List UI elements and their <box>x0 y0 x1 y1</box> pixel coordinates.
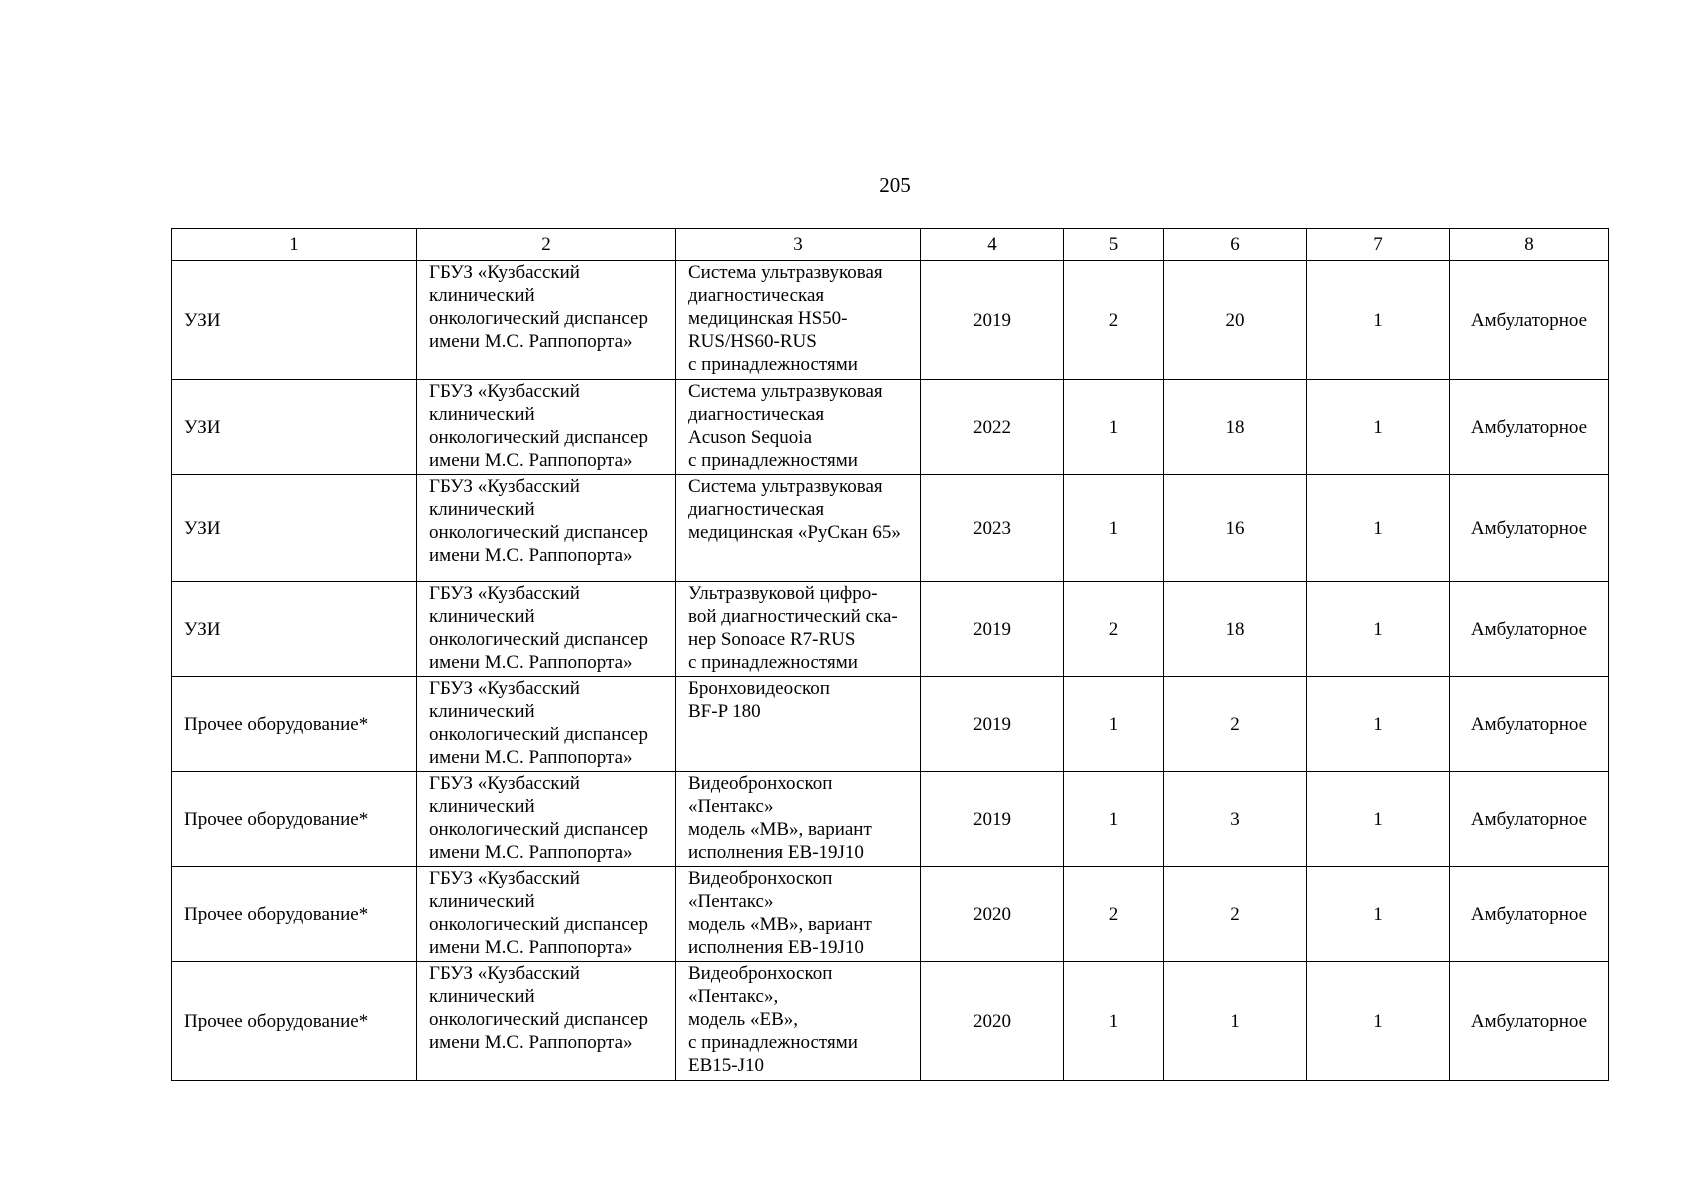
institution-cell: ГБУЗ «Кузбасский клинический онкологический диспансер имени М.С. Раппопорта» <box>417 962 676 1081</box>
care-type-cell: Амбулаторное <box>1450 772 1609 867</box>
value-cell: 1 <box>1307 582 1450 677</box>
year-cell: 2022 <box>921 380 1064 475</box>
header-cell: 3 <box>676 229 921 261</box>
value-cell: 1 <box>1307 261 1450 380</box>
value-cell: 1 <box>1307 867 1450 962</box>
table-row <box>172 261 1609 380</box>
equipment-name-cell: Видеобронхоскоп «Пентакс» модель «МВ», вариант исполнения ЕВ-19J10 <box>676 772 921 867</box>
year-cell: 2020 <box>921 867 1064 962</box>
equipment-name-cell: Ультразвуковой цифро- вой диагностический ска- нер Sonoace R7-RUS с принадлежностями <box>676 582 921 677</box>
value-cell: 2 <box>1164 867 1307 962</box>
table-header-row <box>172 229 1609 261</box>
equipment-type-cell: УЗИ <box>172 380 417 475</box>
table-row <box>172 867 1609 962</box>
value-cell: 1 <box>1064 772 1164 867</box>
table-row <box>172 677 1609 772</box>
year-cell: 2019 <box>921 772 1064 867</box>
value-cell: 1 <box>1064 962 1164 1081</box>
year-cell: 2019 <box>921 582 1064 677</box>
value-cell: 20 <box>1164 261 1307 380</box>
value-cell: 1 <box>1064 475 1164 582</box>
equipment-type-cell: УЗИ <box>172 582 417 677</box>
header-cell: 5 <box>1064 229 1164 261</box>
value-cell: 2 <box>1064 582 1164 677</box>
value-cell: 1 <box>1307 772 1450 867</box>
value-cell: 2 <box>1064 261 1164 380</box>
care-type-cell: Амбулаторное <box>1450 261 1609 380</box>
value-cell: 2 <box>1164 677 1307 772</box>
equipment-name-cell: Система ультразвуковая диагностическая Acuson Sequoia с принадлежностями <box>676 380 921 475</box>
institution-cell: ГБУЗ «Кузбасский клинический онкологический диспансер имени М.С. Раппопорта» <box>417 867 676 962</box>
care-type-cell: Амбулаторное <box>1450 962 1609 1081</box>
equipment-type-cell: УЗИ <box>172 475 417 582</box>
year-cell: 2020 <box>921 962 1064 1081</box>
header-cell: 6 <box>1164 229 1307 261</box>
care-type-cell: Амбулаторное <box>1450 582 1609 677</box>
value-cell: 16 <box>1164 475 1307 582</box>
value-cell: 1 <box>1164 962 1307 1081</box>
header-cell: 2 <box>417 229 676 261</box>
equipment-type-cell: Прочее оборудование* <box>172 677 417 772</box>
value-cell: 3 <box>1164 772 1307 867</box>
table-row <box>172 772 1609 867</box>
equipment-type-cell: Прочее оборудование* <box>172 772 417 867</box>
header-cell: 1 <box>172 229 417 261</box>
header-cell: 8 <box>1450 229 1609 261</box>
header-cell: 7 <box>1307 229 1450 261</box>
equipment-type-cell: Прочее оборудование* <box>172 867 417 962</box>
value-cell: 2 <box>1064 867 1164 962</box>
table-row <box>172 962 1609 1081</box>
equipment-name-cell: Бронховидеоскоп BF-P 180 <box>676 677 921 772</box>
equipment-type-cell: УЗИ <box>172 261 417 380</box>
equipment-type-cell: Прочее оборудование* <box>172 962 417 1081</box>
year-cell: 2019 <box>921 261 1064 380</box>
care-type-cell: Амбулаторное <box>1450 677 1609 772</box>
equipment-table <box>171 228 1609 1081</box>
institution-cell: ГБУЗ «Кузбасский клинический онкологический диспансер имени М.С. Раппопорта» <box>417 582 676 677</box>
institution-cell: ГБУЗ «Кузбасский клинический онкологический диспансер имени М.С. Раппопорта» <box>417 475 676 582</box>
year-cell: 2019 <box>921 677 1064 772</box>
value-cell: 1 <box>1307 380 1450 475</box>
equipment-name-cell: Система ультразвуковая диагностическая медицинская HS50- RUS/HS60-RUS с принадлежностями <box>676 261 921 380</box>
institution-cell: ГБУЗ «Кузбасский клинический онкологический диспансер имени М.С. Раппопорта» <box>417 772 676 867</box>
equipment-name-cell: Система ультразвуковая диагностическая медицинская «РуСкан 65» <box>676 475 921 582</box>
year-cell: 2023 <box>921 475 1064 582</box>
table-row <box>172 582 1609 677</box>
value-cell: 18 <box>1164 380 1307 475</box>
care-type-cell: Амбулаторное <box>1450 475 1609 582</box>
table-row <box>172 380 1609 475</box>
institution-cell: ГБУЗ «Кузбасский клинический онкологический диспансер имени М.С. Раппопорта» <box>417 261 676 380</box>
table-row <box>172 475 1609 582</box>
value-cell: 18 <box>1164 582 1307 677</box>
institution-cell: ГБУЗ «Кузбасский клинический онкологический диспансер имени М.С. Раппопорта» <box>417 380 676 475</box>
value-cell: 1 <box>1064 380 1164 475</box>
equipment-name-cell: Видеобронхоскоп «Пентакс» модель «МВ», вариант исполнения ЕВ-19J10 <box>676 867 921 962</box>
header-cell: 4 <box>921 229 1064 261</box>
value-cell: 1 <box>1307 962 1450 1081</box>
equipment-name-cell: Видеобронхоскоп «Пентакс», модель «ЕВ», с принадлежностями ЕВ15-J10 <box>676 962 921 1081</box>
value-cell: 1 <box>1064 677 1164 772</box>
value-cell: 1 <box>1307 475 1450 582</box>
care-type-cell: Амбулаторное <box>1450 867 1609 962</box>
value-cell: 1 <box>1307 677 1450 772</box>
institution-cell: ГБУЗ «Кузбасский клинический онкологический диспансер имени М.С. Раппопорта» <box>417 677 676 772</box>
care-type-cell: Амбулаторное <box>1450 380 1609 475</box>
page-number: 205 <box>879 173 911 197</box>
